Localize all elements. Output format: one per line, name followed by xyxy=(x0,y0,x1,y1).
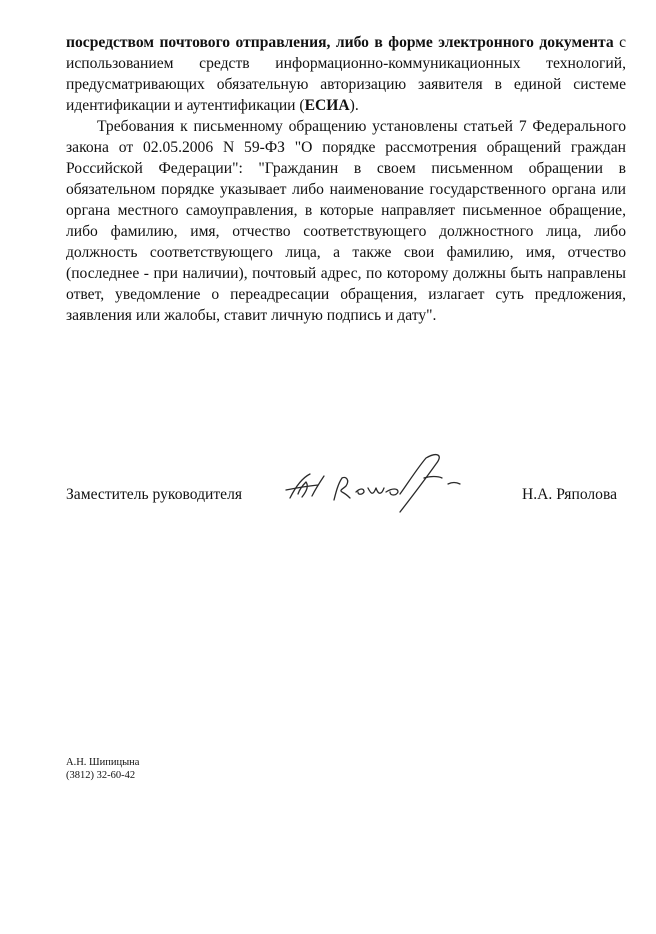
bold-lead-text: посредством почтового отправления, либо в форме электронного документа xyxy=(66,34,614,51)
executor-name: А.Н. Шипицына xyxy=(66,757,140,768)
paragraph-text-end: ). xyxy=(349,97,359,114)
executor-phone: (3812) 32-60-42 xyxy=(66,770,136,781)
paragraph-requirements: Требования к письменному обращению установлены статьей 7 Федерального закона от 02.05.2006 N 59-ФЗ "О порядке рассмотрения обращений граждан Российской Федерации": "Гражданин в своем письменном обращении в обязательном порядке указывает либо наименование государственного органа или органа местного самоуправления, в которые направляет письменное обращение, либо фамилию, имя, отчество соответствующего должностного лица, либо должность соответствующего лица, а также свои фамилию, имя, отчество (последнее - при наличии), почтовый адрес, по которому должны быть направлены ответ, уведомление о переадресации обращения, излагает суть предложения, заявления или жалобы, ставит личную подпись и дату". xyxy=(66,118,626,324)
letter-body xyxy=(66,32,626,326)
executor-contacts xyxy=(66,756,139,782)
esia-abbreviation: ЕСИА xyxy=(304,97,350,114)
signatory-position: Заместитель руководителя xyxy=(66,486,243,503)
handwritten-signature xyxy=(276,448,466,518)
signatory-name: Н.А. Ряполова xyxy=(522,486,618,503)
paragraph-submission-methods xyxy=(66,32,626,116)
paragraph-text: с использованием средств информационно-коммуникационных технологий, предусматривающих обязательную авторизацию заявителя в единой системе идентификации и аутентификации ( xyxy=(66,34,627,114)
